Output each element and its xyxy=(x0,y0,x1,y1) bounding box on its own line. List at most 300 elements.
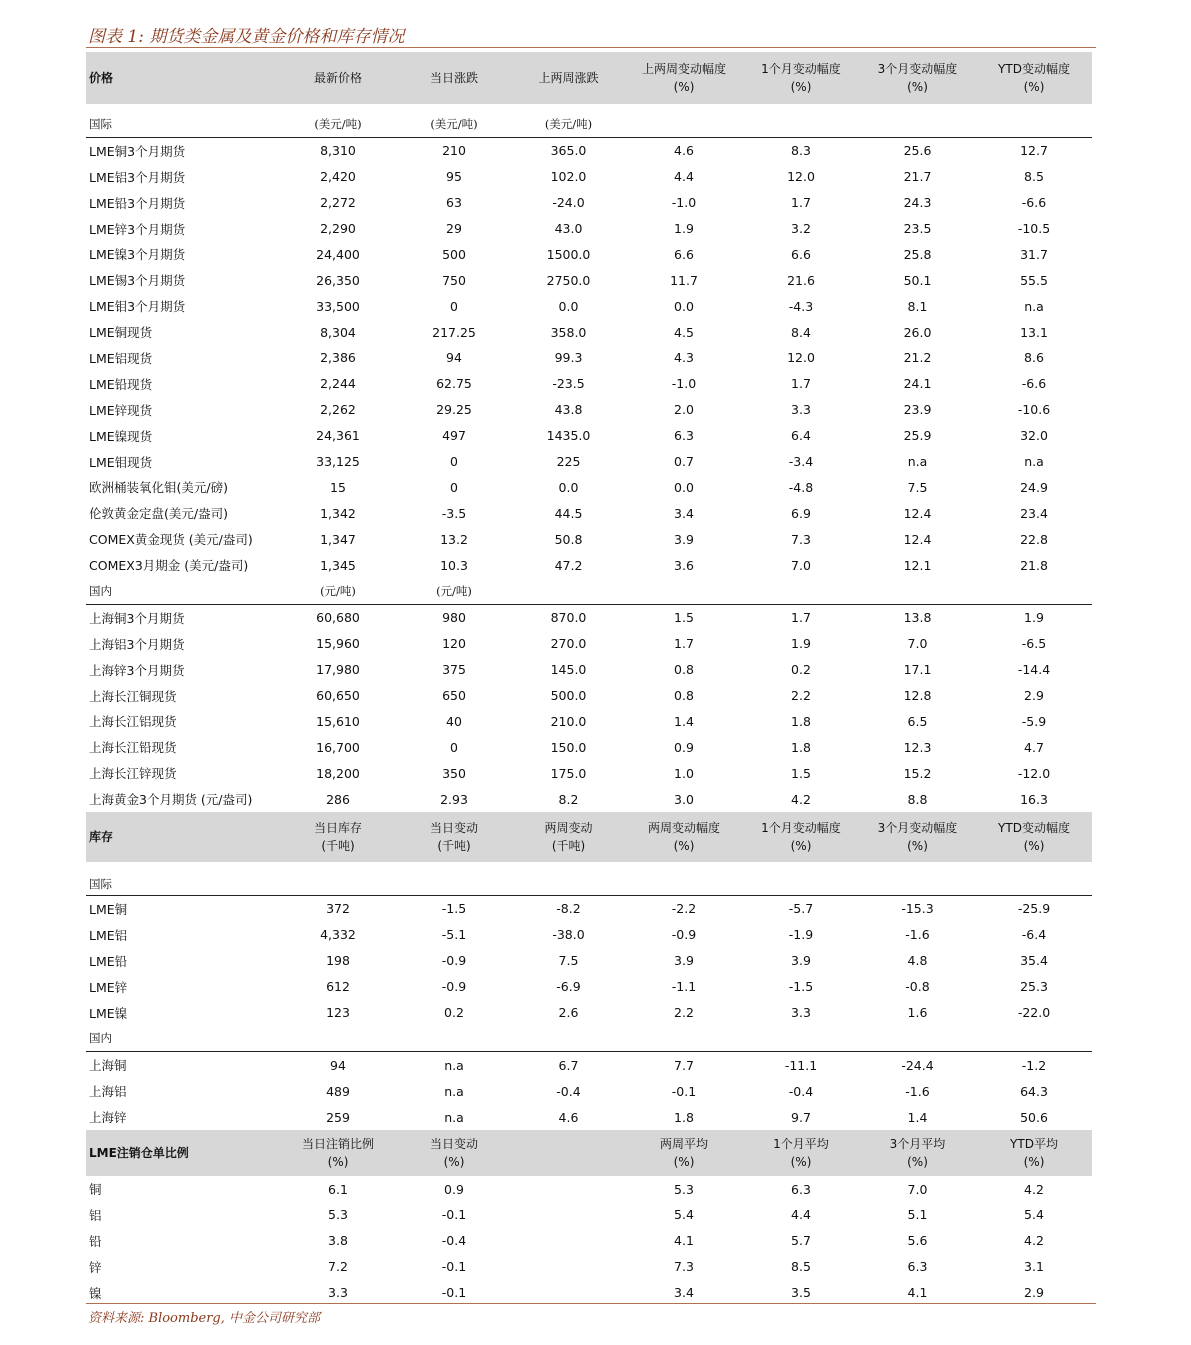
value-cell: 1.9 xyxy=(791,636,811,652)
value-cell: n.a xyxy=(444,1083,464,1099)
value-cell: n.a xyxy=(1024,454,1044,470)
section-label: 国内 xyxy=(86,578,280,604)
row-label: 伦敦黄金定盘(美元/盎司) xyxy=(89,506,228,522)
section-label: 国内 xyxy=(86,1026,280,1052)
column-header: 3个月变动幅度 (%) xyxy=(859,812,976,862)
unit-label xyxy=(280,1026,396,1052)
header-row xyxy=(86,1130,1092,1176)
value-cell: 3.3 xyxy=(791,402,811,418)
value-cell: 25.8 xyxy=(903,246,932,262)
value-cell: 5.3 xyxy=(328,1207,348,1223)
value-cell: 21.7 xyxy=(903,169,932,185)
value-cell: 358.0 xyxy=(550,324,587,340)
value-cell: -10.6 xyxy=(1017,402,1051,418)
column-header: 上两周涨跌 xyxy=(512,52,625,104)
section-row xyxy=(86,111,1092,137)
row-label: LME铅 xyxy=(89,953,128,969)
value-cell: 12.4 xyxy=(903,531,932,547)
value-cell: 5.7 xyxy=(791,1233,811,1249)
value-cell: 7.3 xyxy=(674,1259,694,1275)
column-header: 当日库存 (千吨) xyxy=(280,812,396,862)
column-header: 当日变动 (千吨) xyxy=(396,812,512,862)
value-cell: 2.6 xyxy=(558,1005,579,1021)
value-cell: -1.2 xyxy=(1021,1057,1047,1073)
value-cell: 2.9 xyxy=(1024,1285,1044,1301)
value-cell: 43.8 xyxy=(554,402,583,418)
value-cell xyxy=(512,1280,625,1306)
value-cell: 375 xyxy=(442,662,466,678)
unit-label xyxy=(396,1026,512,1052)
value-cell: 2,290 xyxy=(320,221,356,236)
value-cell: -0.1 xyxy=(671,1083,697,1099)
table-row xyxy=(86,1000,1092,1026)
value-cell: 60,650 xyxy=(316,688,360,704)
row-label: LME镍 xyxy=(89,1005,128,1021)
table-row xyxy=(86,164,1092,190)
value-cell: 8,304 xyxy=(320,324,356,340)
value-cell: 4.7 xyxy=(1024,739,1044,755)
row-label: 上海锌 xyxy=(89,1110,127,1126)
value-cell: 4.4 xyxy=(674,169,694,185)
value-cell: 225 xyxy=(556,454,581,470)
value-cell: 0.0 xyxy=(558,298,579,314)
unit-label xyxy=(512,862,625,896)
unit-label xyxy=(396,862,512,896)
value-cell: -6.6 xyxy=(1021,195,1047,211)
value-cell: -1.0 xyxy=(671,376,697,392)
value-cell: -1.5 xyxy=(441,901,467,917)
value-cell: -5.1 xyxy=(441,927,467,943)
table-row xyxy=(86,948,1092,974)
value-cell: 6.5 xyxy=(907,713,928,729)
value-cell: 17,980 xyxy=(316,662,360,678)
value-cell: 1.4 xyxy=(907,1109,928,1125)
value-cell: 8.5 xyxy=(1024,169,1044,185)
row-label: 欧洲桶装氧化钼(美元/磅) xyxy=(89,480,228,496)
row-label: 上海铜 xyxy=(89,1058,127,1074)
value-cell: 1435.0 xyxy=(546,428,591,444)
value-cell: 6.9 xyxy=(791,505,811,521)
column-header: 价格 xyxy=(86,52,280,104)
value-cell: 25.9 xyxy=(903,428,932,444)
table-row xyxy=(86,896,1092,922)
value-cell: 2,262 xyxy=(320,402,356,418)
section-row xyxy=(86,1026,1092,1052)
value-cell: 1.4 xyxy=(674,713,694,729)
value-cell: 24.1 xyxy=(903,376,932,392)
table-row xyxy=(86,293,1092,319)
value-cell: 7.5 xyxy=(558,953,579,969)
value-cell: n.a xyxy=(907,454,928,470)
value-cell: 5.3 xyxy=(674,1181,694,1197)
value-cell: 6.3 xyxy=(791,1181,811,1197)
value-cell: -0.1 xyxy=(441,1207,467,1223)
section-row xyxy=(86,578,1092,604)
value-cell: 26,350 xyxy=(316,272,360,288)
value-cell: 1.7 xyxy=(791,376,811,392)
value-cell: 489 xyxy=(326,1083,350,1099)
value-cell: 16,700 xyxy=(316,739,360,755)
column-header: 两周变动 (千吨) xyxy=(512,812,625,862)
table-row xyxy=(86,397,1092,423)
value-cell: 870.0 xyxy=(550,610,587,626)
metals-table xyxy=(86,52,1092,1306)
value-cell: 24.9 xyxy=(1020,479,1048,495)
unit-label xyxy=(859,578,976,604)
value-cell: 13.2 xyxy=(440,531,468,547)
value-cell: 1.7 xyxy=(791,195,811,211)
value-cell: 3.6 xyxy=(674,557,694,573)
value-cell: 24,361 xyxy=(316,428,360,444)
value-cell: 12.0 xyxy=(787,350,815,366)
value-cell: 44.5 xyxy=(554,505,583,521)
table-row xyxy=(86,526,1092,552)
value-cell: 4.4 xyxy=(791,1207,811,1223)
row-label: 铅 xyxy=(89,1233,102,1249)
value-cell: 1,347 xyxy=(320,531,356,547)
value-cell: 750 xyxy=(442,272,466,288)
header-row xyxy=(86,812,1092,862)
unit-label: (美元/吨) xyxy=(512,111,625,137)
value-cell: 9.7 xyxy=(791,1109,811,1125)
value-cell xyxy=(512,1228,625,1254)
value-cell: 8.4 xyxy=(791,324,811,340)
row-label: 上海铝 xyxy=(89,1084,127,1100)
figure-title: 图表 1: 期货类金属及黄金价格和库存情况 xyxy=(88,27,405,47)
value-cell: 497 xyxy=(442,428,466,444)
value-cell: 4.8 xyxy=(907,953,928,969)
value-cell: 6.6 xyxy=(791,246,811,262)
value-cell: 2,386 xyxy=(320,350,356,366)
table-row xyxy=(86,1228,1092,1254)
value-cell: -6.4 xyxy=(1021,927,1047,943)
table-row xyxy=(86,708,1092,734)
table-row xyxy=(86,423,1092,449)
value-cell: 4.1 xyxy=(674,1233,694,1249)
footer-rule xyxy=(86,1303,1096,1304)
value-cell: 0.0 xyxy=(674,298,694,314)
value-cell: 0.0 xyxy=(558,479,579,495)
value-cell: 286 xyxy=(326,791,350,807)
value-cell: -1.9 xyxy=(788,927,814,943)
value-cell: 0.7 xyxy=(674,454,694,470)
value-cell: 4.1 xyxy=(907,1285,928,1301)
value-cell: -1.6 xyxy=(905,927,930,943)
value-cell: -38.0 xyxy=(552,927,585,943)
value-cell: 12.8 xyxy=(903,688,932,704)
row-label: LME锌3个月期货 xyxy=(89,221,186,237)
row-label: 镍 xyxy=(89,1285,102,1301)
value-cell: -3.4 xyxy=(788,454,814,470)
value-cell: -6.9 xyxy=(556,979,581,995)
value-cell: 1.8 xyxy=(674,1109,694,1125)
table-row xyxy=(86,786,1092,812)
value-cell: 21.2 xyxy=(903,350,932,366)
value-cell: 33,125 xyxy=(316,454,360,470)
value-cell: 120 xyxy=(442,636,466,652)
row-label: LME铅现货 xyxy=(89,376,153,392)
value-cell: 15,610 xyxy=(316,713,360,729)
value-cell: 3.1 xyxy=(1024,1259,1044,1275)
value-cell: 23.4 xyxy=(1020,505,1048,521)
value-cell: 12.7 xyxy=(1020,143,1048,159)
row-label: 上海铝3个月期货 xyxy=(89,636,185,652)
value-cell: 2750.0 xyxy=(546,272,591,288)
value-cell: 1.5 xyxy=(791,765,811,781)
row-label: 铝 xyxy=(89,1207,102,1223)
value-cell: 32.0 xyxy=(1020,428,1048,444)
table-row xyxy=(86,922,1092,948)
value-cell: 64.3 xyxy=(1020,1083,1048,1099)
value-cell: 8.8 xyxy=(907,791,928,807)
table-row xyxy=(86,1254,1092,1280)
row-label: 上海铜3个月期货 xyxy=(89,610,185,626)
value-cell: 3.3 xyxy=(328,1285,348,1301)
unit-label xyxy=(859,862,976,896)
value-cell: 0.9 xyxy=(674,739,694,755)
value-cell: -3.5 xyxy=(441,505,467,521)
value-cell: -6.5 xyxy=(1021,636,1047,652)
value-cell: 43.0 xyxy=(554,221,583,236)
value-cell: 99.3 xyxy=(554,350,583,366)
value-cell: 6.1 xyxy=(328,1181,348,1197)
value-cell: 0.8 xyxy=(674,662,694,678)
value-cell: 350 xyxy=(442,765,466,781)
table-row xyxy=(86,500,1092,526)
column-header: 1个月变动幅度 (%) xyxy=(743,812,859,862)
value-cell: 24.3 xyxy=(903,195,932,211)
table-row xyxy=(86,1280,1092,1306)
header-row xyxy=(86,52,1092,104)
value-cell: 3.9 xyxy=(674,531,694,547)
column-header: 两周变动幅度 (%) xyxy=(625,812,743,862)
value-cell: 13.1 xyxy=(1020,324,1048,340)
value-cell: 980 xyxy=(442,610,466,626)
value-cell: 0 xyxy=(450,739,458,755)
table-row xyxy=(86,1052,1092,1078)
value-cell: 7.0 xyxy=(907,636,928,652)
value-cell: 12.4 xyxy=(903,505,932,521)
value-cell: 0.9 xyxy=(444,1181,464,1197)
value-cell: 123 xyxy=(326,1005,350,1021)
table-row xyxy=(86,760,1092,786)
column-header: YTD变动幅度 (%) xyxy=(976,812,1092,862)
unit-label xyxy=(743,1026,859,1052)
value-cell: 4,332 xyxy=(320,927,356,943)
source-note: 资料来源: Bloomberg, 中金公司研究部 xyxy=(88,1311,321,1326)
column-header: 最新价格 xyxy=(280,52,396,104)
unit-label xyxy=(976,111,1092,137)
row-label: COMEX3月期金 (美元/盎司) xyxy=(89,558,249,574)
value-cell: -8.2 xyxy=(556,901,581,917)
value-cell: 26.0 xyxy=(903,324,932,340)
value-cell: 94 xyxy=(446,350,462,366)
value-cell: -23.5 xyxy=(552,376,585,392)
value-cell: 22.8 xyxy=(1020,531,1048,547)
value-cell: 650 xyxy=(442,688,466,704)
value-cell: 8.6 xyxy=(1024,350,1044,366)
value-cell: 15.2 xyxy=(903,765,932,781)
value-cell: 500 xyxy=(442,246,466,262)
value-cell: 4.2 xyxy=(791,791,811,807)
value-cell: -4.8 xyxy=(788,479,814,495)
row-label: 上海长江铝现货 xyxy=(89,714,177,730)
value-cell: 612 xyxy=(326,979,350,995)
unit-label xyxy=(976,1026,1092,1052)
table-row xyxy=(86,657,1092,683)
value-cell: 0.2 xyxy=(444,1005,464,1021)
value-cell: -11.1 xyxy=(784,1057,818,1073)
table-row xyxy=(86,474,1092,500)
value-cell: -0.1 xyxy=(441,1259,467,1275)
value-cell: 12.1 xyxy=(903,557,932,573)
value-cell: 12.0 xyxy=(787,169,815,185)
unit-label xyxy=(625,862,743,896)
value-cell: 8.1 xyxy=(907,298,928,314)
value-cell: 1.7 xyxy=(674,636,694,652)
table-row xyxy=(86,1078,1092,1104)
row-label: LME锡3个月期货 xyxy=(89,273,186,289)
value-cell: -1.6 xyxy=(905,1083,930,1099)
value-cell: 2.2 xyxy=(674,1005,694,1021)
unit-label: (元/吨) xyxy=(280,578,396,604)
value-cell: 11.7 xyxy=(670,272,698,288)
value-cell: 1.0 xyxy=(674,765,694,781)
row-label: LME铝3个月期货 xyxy=(89,169,186,185)
unit-label xyxy=(280,862,396,896)
value-cell: 8.5 xyxy=(791,1259,811,1275)
row-label: LME钼现货 xyxy=(89,454,153,470)
row-label: LME镍3个月期货 xyxy=(89,247,186,263)
value-cell: 2.2 xyxy=(791,688,811,704)
value-cell: 55.5 xyxy=(1020,272,1048,288)
value-cell: 1.6 xyxy=(907,1005,928,1021)
value-cell: 4.2 xyxy=(1024,1181,1044,1197)
unit-label xyxy=(859,111,976,137)
value-cell: 4.6 xyxy=(558,1109,579,1125)
value-cell: 372 xyxy=(326,901,350,917)
value-cell: -1.5 xyxy=(788,979,814,995)
unit-label xyxy=(743,578,859,604)
value-cell: -24.0 xyxy=(552,195,585,211)
value-cell: 12.3 xyxy=(903,739,932,755)
value-cell: 8.3 xyxy=(791,143,811,159)
value-cell: 62.75 xyxy=(436,376,472,392)
table-row xyxy=(86,1176,1092,1202)
value-cell: -0.4 xyxy=(788,1083,814,1099)
unit-label xyxy=(976,578,1092,604)
value-cell: 23.9 xyxy=(903,402,932,418)
column-header: 当日涨跌 xyxy=(396,52,512,104)
value-cell: 31.7 xyxy=(1020,246,1048,262)
value-cell: 40 xyxy=(446,713,462,729)
value-cell: 259 xyxy=(326,1109,350,1125)
value-cell: 50.6 xyxy=(1020,1109,1048,1125)
value-cell: 13.8 xyxy=(903,610,932,626)
value-cell: 35.4 xyxy=(1020,953,1048,969)
value-cell: 5.4 xyxy=(1024,1207,1044,1223)
value-cell: 1,345 xyxy=(320,557,356,573)
value-cell: -4.3 xyxy=(788,298,814,314)
value-cell: -5.7 xyxy=(788,901,814,917)
value-cell: 7.3 xyxy=(791,531,811,547)
value-cell: 1.7 xyxy=(791,610,811,626)
unit-label: (美元/吨) xyxy=(280,111,396,137)
value-cell: 6.3 xyxy=(907,1259,928,1275)
value-cell: -0.1 xyxy=(441,1285,467,1301)
value-cell: 2,420 xyxy=(320,169,356,185)
title-rule xyxy=(86,47,1096,48)
value-cell: -15.3 xyxy=(901,901,934,917)
value-cell: 3.8 xyxy=(328,1233,348,1249)
row-label: LME锌现货 xyxy=(89,402,153,418)
column-header: 3个月变动幅度 (%) xyxy=(859,52,976,104)
value-cell: 33,500 xyxy=(316,298,360,314)
value-cell: 3.2 xyxy=(791,221,811,236)
column-header: 上两周变动幅度 (%) xyxy=(625,52,743,104)
value-cell: 102.0 xyxy=(550,169,587,185)
row-label: LME铜现货 xyxy=(89,325,153,341)
value-cell: 25.6 xyxy=(903,143,932,159)
value-cell: 2.93 xyxy=(440,791,468,807)
unit-label xyxy=(625,578,743,604)
value-cell: 6.7 xyxy=(558,1057,579,1073)
value-cell: 2,244 xyxy=(320,376,356,392)
column-header: 当日注销比例 (%) xyxy=(280,1130,396,1176)
table-row xyxy=(86,371,1092,397)
value-cell: 145.0 xyxy=(550,662,587,678)
value-cell: -10.5 xyxy=(1017,221,1051,236)
value-cell: -0.9 xyxy=(441,953,467,969)
value-cell: 0.8 xyxy=(674,688,694,704)
value-cell: 50.1 xyxy=(903,272,932,288)
unit-label xyxy=(976,862,1092,896)
value-cell: 6.4 xyxy=(791,428,811,444)
value-cell: -12.0 xyxy=(1017,765,1051,781)
value-cell: 8,310 xyxy=(320,143,356,159)
unit-label xyxy=(625,1026,743,1052)
table-row xyxy=(86,241,1092,267)
value-cell: -22.0 xyxy=(1017,1005,1051,1021)
unit-label: (元/吨) xyxy=(396,578,512,604)
value-cell: 29.25 xyxy=(436,402,472,418)
value-cell: 29 xyxy=(446,221,462,236)
section-row xyxy=(86,862,1092,896)
value-cell: 63 xyxy=(446,195,462,211)
value-cell: -0.9 xyxy=(441,979,467,995)
row-label: 上海黄金3个月期货 (元/盎司) xyxy=(89,792,253,808)
value-cell xyxy=(512,1176,625,1202)
value-cell: 25.3 xyxy=(1020,979,1048,995)
column-header: 1个月变动幅度 (%) xyxy=(743,52,859,104)
row-label: LME镍现货 xyxy=(89,428,153,444)
row-label: LME锌 xyxy=(89,979,128,995)
row-label: 铜 xyxy=(89,1182,102,1197)
value-cell: 4.5 xyxy=(674,324,694,340)
value-cell: 0 xyxy=(450,298,458,314)
value-cell: 0.0 xyxy=(674,479,694,495)
value-cell: -0.4 xyxy=(441,1233,467,1249)
value-cell xyxy=(512,1202,625,1228)
value-cell: 210 xyxy=(442,143,466,159)
row-label: LME铜3个月期货 xyxy=(89,143,186,159)
column-header: LME注销仓单比例 xyxy=(86,1130,280,1176)
value-cell: 5.6 xyxy=(907,1233,928,1249)
row-label: 锌 xyxy=(89,1259,102,1275)
value-cell: 3.4 xyxy=(674,1285,694,1301)
value-cell: 24,400 xyxy=(316,246,360,262)
value-cell: n.a xyxy=(1024,298,1044,314)
